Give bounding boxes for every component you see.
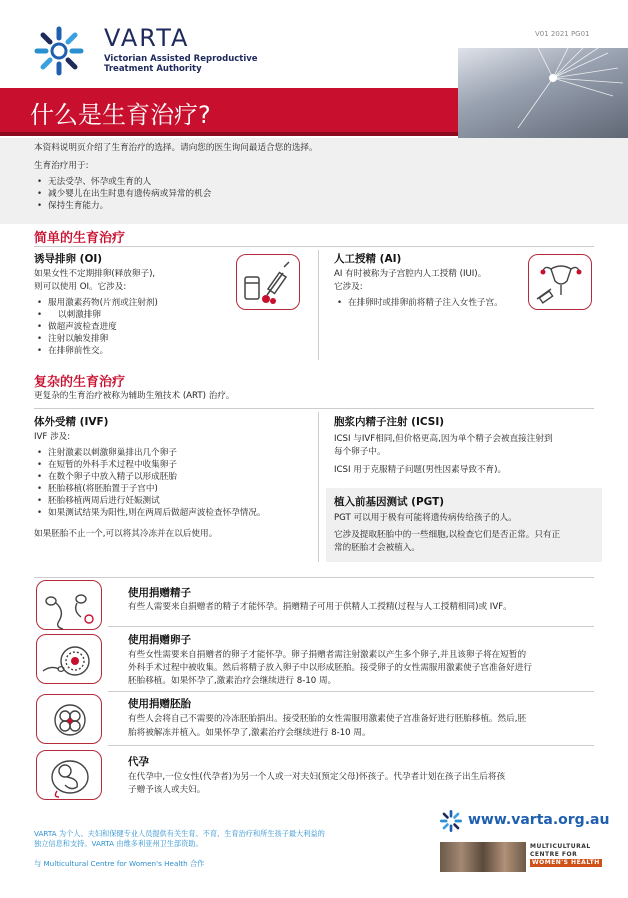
brand-subtitle-line-2: Treatment Authority — [104, 64, 202, 74]
surrogacy-desc-1: 在代孕中,一位女性(代孕者)为另一个人或一对夫妇(预定父母)怀孩子。代孕者计划在孩子出生后将孩 — [128, 772, 506, 782]
icsi-title: 胞浆内精子注射 (ICSI) — [334, 416, 445, 428]
uterus-syringe-icon — [529, 255, 593, 311]
ai-desc-1: AI 有时被称为子宫腔内人工授精 (IUI)。 — [334, 269, 487, 279]
mchw-logo-line-1: MULTICULTURAL — [530, 843, 591, 850]
intro-list — [34, 176, 211, 212]
ai-desc-2: 它涉及: — [334, 282, 363, 292]
divider — [34, 408, 594, 409]
icsi-desc-3: ICSI 用于克服精子问题(男性因素导致不育)。 — [334, 465, 507, 475]
egg-icon — [37, 635, 103, 685]
ivf-title: 体外受精 (IVF) — [34, 416, 109, 428]
website-link[interactable]: www.varta.org.au — [468, 812, 610, 828]
list-item: • 做超声波检查进度 — [34, 321, 158, 333]
surrogacy-title: 代孕 — [128, 756, 149, 768]
footer-text-1: VARTA 为个人、夫妇和保健专业人员提供有关生育、不育、生育治疗和所生孩子最大利益的 — [34, 829, 325, 838]
medication-icon — [237, 255, 301, 311]
intro-text: 本资料说明页介绍了生育治疗的选择。请向您的医生询问最适合您的选择。 — [34, 143, 318, 153]
donor-eggs-desc-1: 有些女性需要来自捐赠者的卵子才能怀孕。卵子捐赠者需注射激素以产生多个卵子,并且该卵子将在短暂的 — [128, 650, 527, 660]
list-item: • 减少婴儿在出生时患有遗传病或异常的机会 — [34, 188, 211, 200]
donor-eggs-title: 使用捐赠卵子 — [128, 634, 191, 646]
list-item: • 无法受孕、怀孕或生育的人 — [34, 176, 211, 188]
dandelion-seed-icon — [458, 48, 628, 140]
list-item: • 在排卵前性交。 — [34, 345, 158, 357]
oi-desc-1: 如果女性不定期排卵(释放卵子), — [34, 269, 156, 279]
ai-list — [334, 297, 503, 309]
pgt-desc-2: 它涉及提取胚胎中的一些细胞,以检查它们是否正常。只有正 — [334, 530, 561, 540]
pgt-desc-1: PGT 可以用于极有可能将遗传病传给孩子的人。 — [334, 513, 517, 523]
list-item: • 注射以触发排卵 — [34, 333, 158, 345]
list-item: • 胚胎移植两周后进行妊娠测试 — [34, 495, 266, 507]
list-item: • 在短暂的外科手术过程中收集卵子 — [34, 459, 266, 471]
list-item — [34, 309, 158, 321]
oi-list — [34, 297, 158, 357]
list-item-continuation: 以刺激排卵 — [58, 310, 101, 320]
divider — [34, 246, 594, 247]
fetus-icon-frame — [36, 750, 102, 800]
donor-embryos-desc-1: 有些人会将自己不需要的冷冻胚胎捐出。接受胚胎的女性需服用激素使子宫准备好进行胚胎移植。然后,胚 — [128, 714, 527, 724]
brand-subtitle — [104, 54, 274, 74]
ivf-note: 如果胚胎不止一个,可以将其冷冻并在以后使用。 — [34, 529, 218, 539]
sperm-icon-frame — [36, 580, 102, 630]
oi-title: 诱导排卵 (OI) — [34, 253, 103, 265]
mchw-logo-text — [530, 843, 602, 867]
mchw-logo-photos — [440, 842, 526, 872]
donor-sperm-desc: 有些人需要来自捐赠者的精子才能怀孕。捐赠精子可用于供精人工授精(过程与人工授精相同)或 IVF。 — [128, 602, 512, 612]
egg-icon-frame — [36, 634, 102, 684]
complex-desc: 更复杂的生育治疗被称为辅助生殖技术 (ART) 治疗。 — [34, 391, 235, 401]
varta-logo-icon — [34, 26, 84, 76]
complex-heading: 复杂的生育治疗 — [34, 375, 126, 390]
footer-partner-text: 与 Multicultural Centre for Women's Health 合作 — [34, 859, 205, 868]
list-item: • 保持生育能力。 — [34, 200, 211, 212]
column-divider — [318, 250, 319, 360]
column-divider — [318, 412, 319, 562]
sperm-icon — [37, 581, 103, 631]
page-title: 什么是生育治疗? — [30, 101, 211, 129]
list-item: • 如果测试结果为阳性,则在两周后做超声波检查怀孕情况。 — [34, 507, 266, 519]
icsi-desc-2: 每个卵子中。 — [334, 447, 386, 457]
title-bar-underline — [0, 132, 458, 136]
medication-icon-frame — [236, 254, 300, 310]
intro-used-for: 生育治疗用于: — [34, 161, 89, 171]
donor-sperm-title: 使用捐赠精子 — [128, 587, 191, 599]
mchw-logo-line-3: WOMEN'S HEALTH — [532, 859, 600, 866]
pgt-title: 植入前基因测试 (PGT) — [334, 496, 445, 508]
donor-embryos-title: 使用捐赠胚胎 — [128, 698, 191, 710]
list-item: • 在排卵时或排卵前将精子注入女性子宫。 — [334, 297, 503, 309]
donor-embryos-desc-2: 胎将被解冻并植入。如果怀孕了,激素治疗会继续进行 8-10 周。 — [128, 728, 371, 738]
ivf-list — [34, 447, 266, 519]
ivf-desc: IVF 涉及: — [34, 432, 71, 442]
pgt-desc-3: 常的胚胎才会被植入。 — [334, 543, 420, 553]
divider — [108, 626, 594, 627]
simple-heading: 简单的生育治疗 — [34, 231, 126, 246]
brand-name: VARTA — [104, 24, 190, 52]
version-label: V01 2021 PG01 — [535, 30, 590, 38]
fetus-icon — [37, 751, 103, 801]
oi-desc-2: 则可以使用 OI。它涉及: — [34, 282, 127, 292]
list-item: • 注射激素以刺激卵巢排出几个卵子 — [34, 447, 266, 459]
list-item: • 在数个卵子中放入精子以形成胚胎 — [34, 471, 266, 483]
embryo-icon-frame — [36, 694, 102, 744]
varta-small-logo-icon — [440, 810, 462, 832]
brand-subtitle-line-1: Victorian Assisted Reproductive — [104, 54, 258, 64]
hero-image — [458, 48, 628, 140]
embryo-icon — [37, 695, 103, 745]
footer-text-2: 独立信息和支持。VARTA 由维多利亚州卫生部资助。 — [34, 839, 203, 848]
divider — [108, 691, 594, 692]
ai-title: 人工授精 (AI) — [334, 253, 402, 265]
surrogacy-desc-2: 子赠予该人或夫妇。 — [128, 785, 206, 795]
uterus-icon-frame — [528, 254, 592, 310]
divider — [108, 745, 594, 746]
donor-eggs-desc-2: 外科手术过程中被收集。然后将精子放入卵子中以形成胚胎。接受卵子的女性需服用激素使子宫准备好进行 — [128, 663, 532, 673]
divider — [34, 577, 594, 578]
icsi-desc-1: ICSI 与IVF相同,但价格更高,因为单个精子会被直接注射到 — [334, 434, 553, 444]
donor-eggs-desc-3: 胚胎移植。如果怀孕了,激素治疗会继续进行 8-10 周。 — [128, 676, 337, 686]
list-item: • 胚胎移植(将胚胎置于子宫中) — [34, 483, 266, 495]
list-item: • 服用激素药物(片剂或注射剂) — [34, 297, 158, 309]
mchw-logo-line-2: CENTRE FOR — [530, 851, 578, 858]
